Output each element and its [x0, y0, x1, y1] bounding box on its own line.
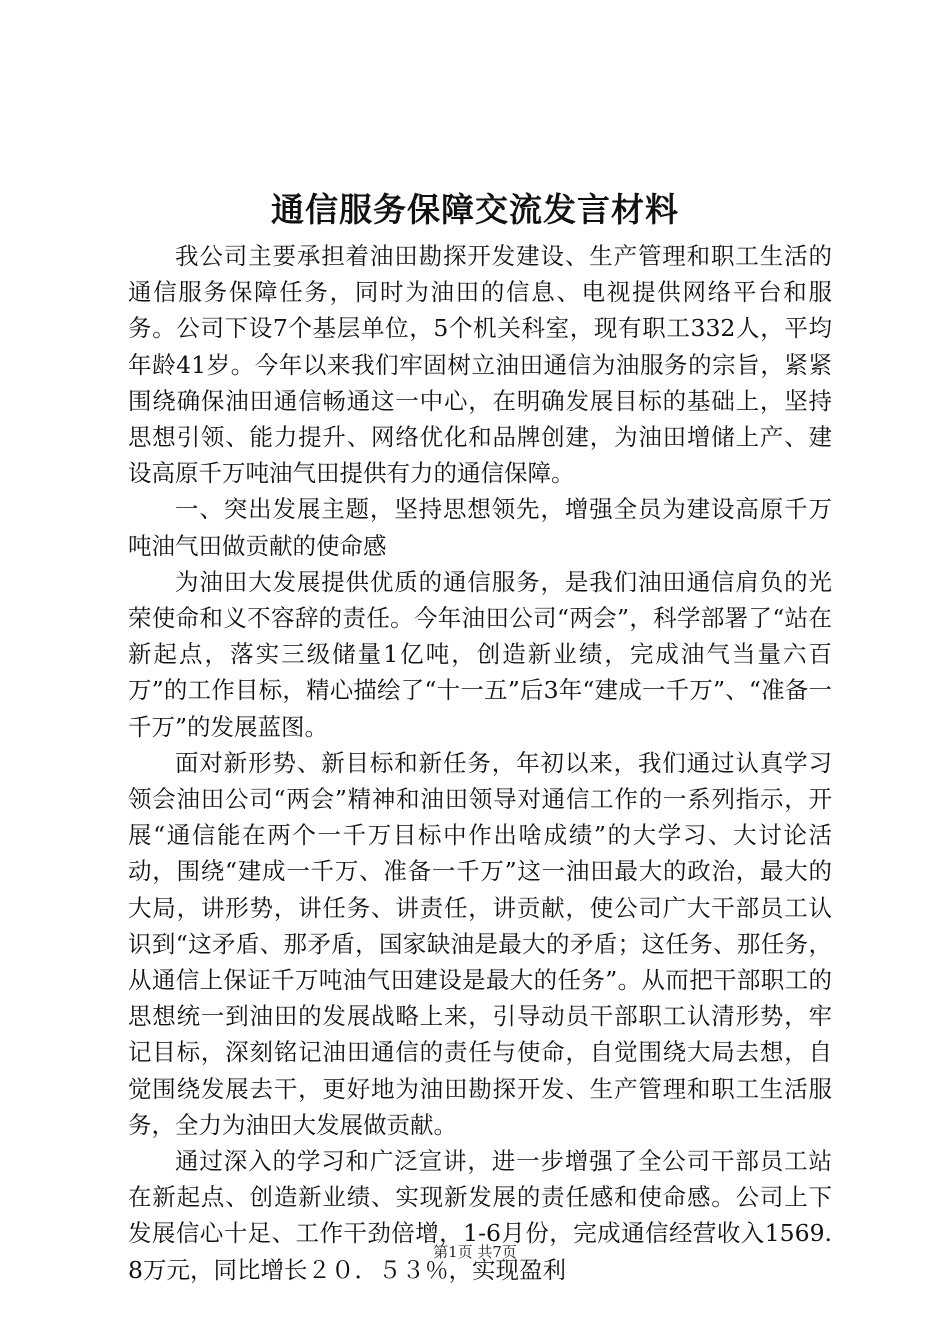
paragraph-intro: 我公司主要承担着油田勘探开发建设、生产管理和职工生活的通信服务保障任务，同时为油田的信息、电视提供网络平台和服务。公司下设7个基层单位，5个机关科室，现有职工332人，平均年龄41岁。今年以来我们牢固树立油田通信为油服务的宗旨，紧紧围绕确保油田通信畅通这一中心，在明确发展目标的基础上，坚持思想引领、能力提升、网络优化和品牌创建，为油田增储上产、建设高原千万吨油气田提供有力的通信保障。: [128, 242, 832, 488]
document-title: 通信服务保障交流发言材料: [271, 190, 679, 229]
section-heading-1: 一、突出发展主题，坚持思想领先，增强全员为建设高原千万吨油气田做贡献的使命感: [128, 495, 832, 560]
paragraph-results: 通过深入的学习和广泛宣讲，进一步增强了全公司干部员工站在新起点、创造新业绩、实现新发展的责任感和使命感。公司上下发展信心十足、工作干劲倍增，1-6月份，完成通信经营收入1569.8万元，同比增长２０．５３％，实现盈利: [128, 1147, 832, 1284]
paragraph-mission: 为油田大发展提供优质的通信服务，是我们油田通信肩负的光荣使命和义不容辞的责任。今年油田公司“两会”，科学部署了“站在新起点，落实三级储量1亿吨，创造新业绩，完成油气当量六百万”的工作目标，精心描绘了“十一五”后3年“建成一千万”、“准备一千万”的发展蓝图。: [128, 567, 832, 741]
paragraph-study: 面对新形势、新目标和新任务，年初以来，我们通过认真学习领会油田公司“两会”精神和油田领导对通信工作的一系列指示，开展“通信能在两个一千万目标中作出啥成绩”的大学习、大讨论活动，围绕“建成一千万、准备一千万”这一油田最大的政治，最大的大局，讲形势，讲任务、讲责任，讲贡献，使公司广大干部员工认识到“这矛盾、那矛盾，国家缺油是最大的矛盾；这任务、那任务，从通信上保证千万吨油气田建设是最大的任务”。从而把干部职工的思想统一到油田的发展战略上来，引导动员干部职工认清形势，牢记目标，深刻铭记油田通信的责任与使命，自觉围绕大局去想，自觉围绕发展去干，更好地为油田勘探开发、生产管理和职工生活服务，全力为油田大发展做贡献。: [128, 748, 832, 1139]
document-body: [128, 238, 832, 1288]
page-number-footer: 第1页 共7页: [433, 1243, 517, 1261]
